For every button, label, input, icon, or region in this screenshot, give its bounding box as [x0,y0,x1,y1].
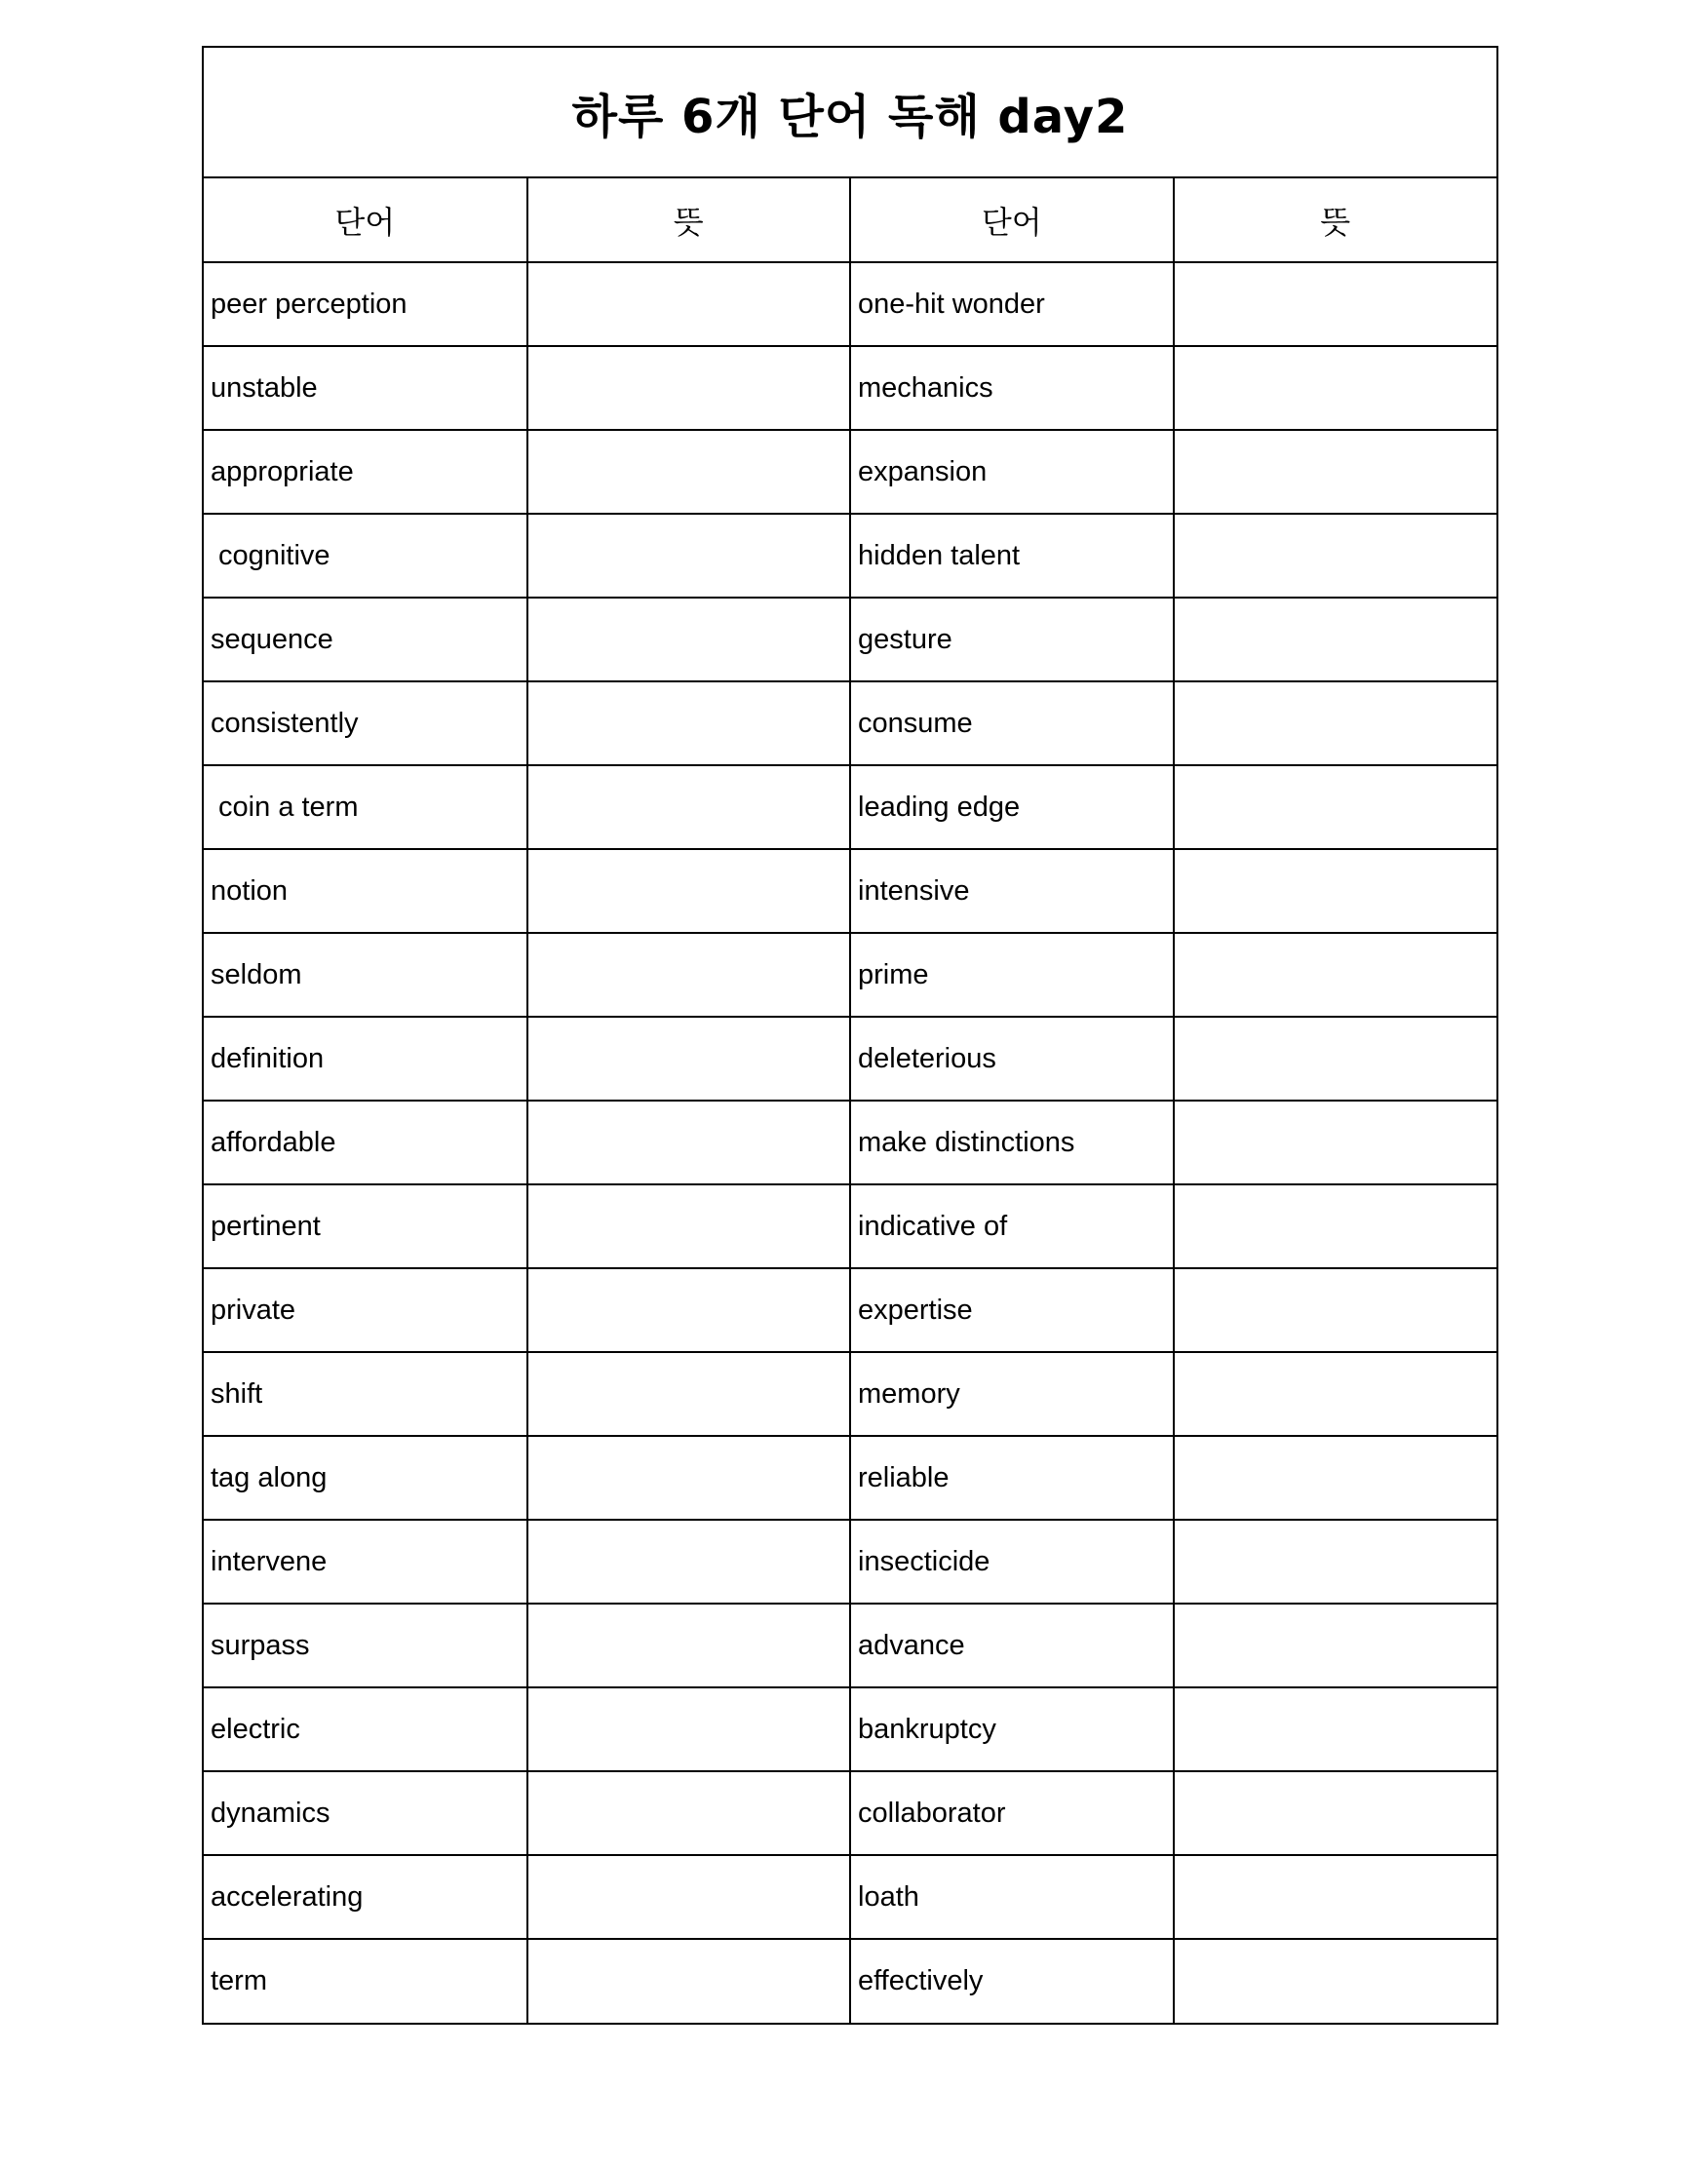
header-word-right: 단어 [850,178,1174,262]
word-cell-left: tag along [204,1436,527,1520]
meaning-cell-right[interactable] [1174,1855,1497,1939]
word-cell-left: sequence [204,598,527,681]
meaning-cell-right[interactable] [1174,1687,1497,1771]
word-cell-right: prime [850,933,1174,1017]
meaning-cell-left[interactable] [527,1101,851,1184]
meaning-cell-left[interactable] [527,1771,851,1855]
table-row [204,849,1496,933]
meaning-cell-right[interactable] [1174,1184,1497,1268]
word-cell-left: intervene [204,1520,527,1604]
word-cell-right: intensive [850,849,1174,933]
word-cell-left: cognitive [204,514,527,598]
meaning-cell-right[interactable] [1174,765,1497,849]
table-row [204,1687,1496,1771]
word-cell-right: mechanics [850,346,1174,430]
meaning-cell-right[interactable] [1174,346,1497,430]
table-row [204,1939,1496,2023]
meaning-cell-right[interactable] [1174,1771,1497,1855]
word-cell-left: notion [204,849,527,933]
meaning-cell-left[interactable] [527,1352,851,1436]
table-row [204,1771,1496,1855]
table-row [204,1520,1496,1604]
word-cell-right: hidden talent [850,514,1174,598]
word-cell-right: insecticide [850,1520,1174,1604]
word-cell-right: effectively [850,1939,1174,2023]
word-cell-right: deleterious [850,1017,1174,1101]
word-cell-right: one-hit wonder [850,262,1174,346]
word-cell-right: expansion [850,430,1174,514]
word-cell-left: pertinent [204,1184,527,1268]
word-cell-right: expertise [850,1268,1174,1352]
vocabulary-worksheet [202,46,1498,2025]
table-row [204,430,1496,514]
word-cell-right: memory [850,1352,1174,1436]
table-row [204,1101,1496,1184]
word-cell-left: appropriate [204,430,527,514]
meaning-cell-left[interactable] [527,765,851,849]
word-cell-right: consume [850,681,1174,765]
header-row [204,178,1496,262]
meaning-cell-left[interactable] [527,1268,851,1352]
meaning-cell-left[interactable] [527,598,851,681]
table-row [204,346,1496,430]
table-row [204,514,1496,598]
word-cell-left: seldom [204,933,527,1017]
meaning-cell-left[interactable] [527,1604,851,1687]
meaning-cell-right[interactable] [1174,514,1497,598]
meaning-cell-left[interactable] [527,430,851,514]
meaning-cell-left[interactable] [527,681,851,765]
meaning-cell-right[interactable] [1174,1352,1497,1436]
word-cell-left: term [204,1939,527,2023]
meaning-cell-left[interactable] [527,1855,851,1939]
meaning-cell-right[interactable] [1174,1939,1497,2023]
meaning-cell-left[interactable] [527,933,851,1017]
meaning-cell-right[interactable] [1174,1604,1497,1687]
meaning-cell-left[interactable] [527,1687,851,1771]
meaning-cell-right[interactable] [1174,1017,1497,1101]
table-row [204,1604,1496,1687]
header-meaning-right: 뜻 [1174,178,1497,262]
vocabulary-table [204,178,1496,2023]
table-row [204,1436,1496,1520]
header-meaning-left: 뜻 [527,178,851,262]
meaning-cell-right[interactable] [1174,598,1497,681]
meaning-cell-left[interactable] [527,262,851,346]
word-cell-right: leading edge [850,765,1174,849]
meaning-cell-right[interactable] [1174,933,1497,1017]
word-cell-right: gesture [850,598,1174,681]
table-row [204,1352,1496,1436]
word-cell-left: peer perception [204,262,527,346]
word-cell-left: unstable [204,346,527,430]
table-row [204,1855,1496,1939]
meaning-cell-left[interactable] [527,849,851,933]
word-cell-right: indicative of [850,1184,1174,1268]
word-cell-right: reliable [850,1436,1174,1520]
meaning-cell-right[interactable] [1174,681,1497,765]
word-cell-right: make distinctions [850,1101,1174,1184]
word-cell-left: electric [204,1687,527,1771]
word-cell-right: advance [850,1604,1174,1687]
table-row [204,1268,1496,1352]
word-cell-right: loath [850,1855,1174,1939]
table-row [204,933,1496,1017]
meaning-cell-left[interactable] [527,514,851,598]
worksheet-title: 하루 6개 단어 독해 day2 [204,48,1496,178]
meaning-cell-right[interactable] [1174,1101,1497,1184]
meaning-cell-right[interactable] [1174,430,1497,514]
meaning-cell-left[interactable] [527,1436,851,1520]
meaning-cell-left[interactable] [527,1017,851,1101]
meaning-cell-right[interactable] [1174,849,1497,933]
header-word-left: 단어 [204,178,527,262]
table-row [204,681,1496,765]
table-row [204,262,1496,346]
word-cell-left: consistently [204,681,527,765]
word-cell-left: affordable [204,1101,527,1184]
word-cell-left: shift [204,1352,527,1436]
table-row [204,598,1496,681]
meaning-cell-right[interactable] [1174,1268,1497,1352]
table-row [204,1017,1496,1101]
word-cell-left: definition [204,1017,527,1101]
table-row [204,765,1496,849]
meaning-cell-right[interactable] [1174,262,1497,346]
word-cell-left: coin a term [204,765,527,849]
meaning-cell-left[interactable] [527,1520,851,1604]
table-row [204,1184,1496,1268]
word-cell-right: bankruptcy [850,1687,1174,1771]
vocabulary-rows [204,262,1496,2023]
meaning-cell-right[interactable] [1174,1436,1497,1520]
word-cell-left: private [204,1268,527,1352]
word-cell-left: surpass [204,1604,527,1687]
meaning-cell-left[interactable] [527,1939,851,2023]
meaning-cell-left[interactable] [527,1184,851,1268]
word-cell-left: accelerating [204,1855,527,1939]
meaning-cell-left[interactable] [527,346,851,430]
meaning-cell-right[interactable] [1174,1520,1497,1604]
word-cell-right: collaborator [850,1771,1174,1855]
word-cell-left: dynamics [204,1771,527,1855]
